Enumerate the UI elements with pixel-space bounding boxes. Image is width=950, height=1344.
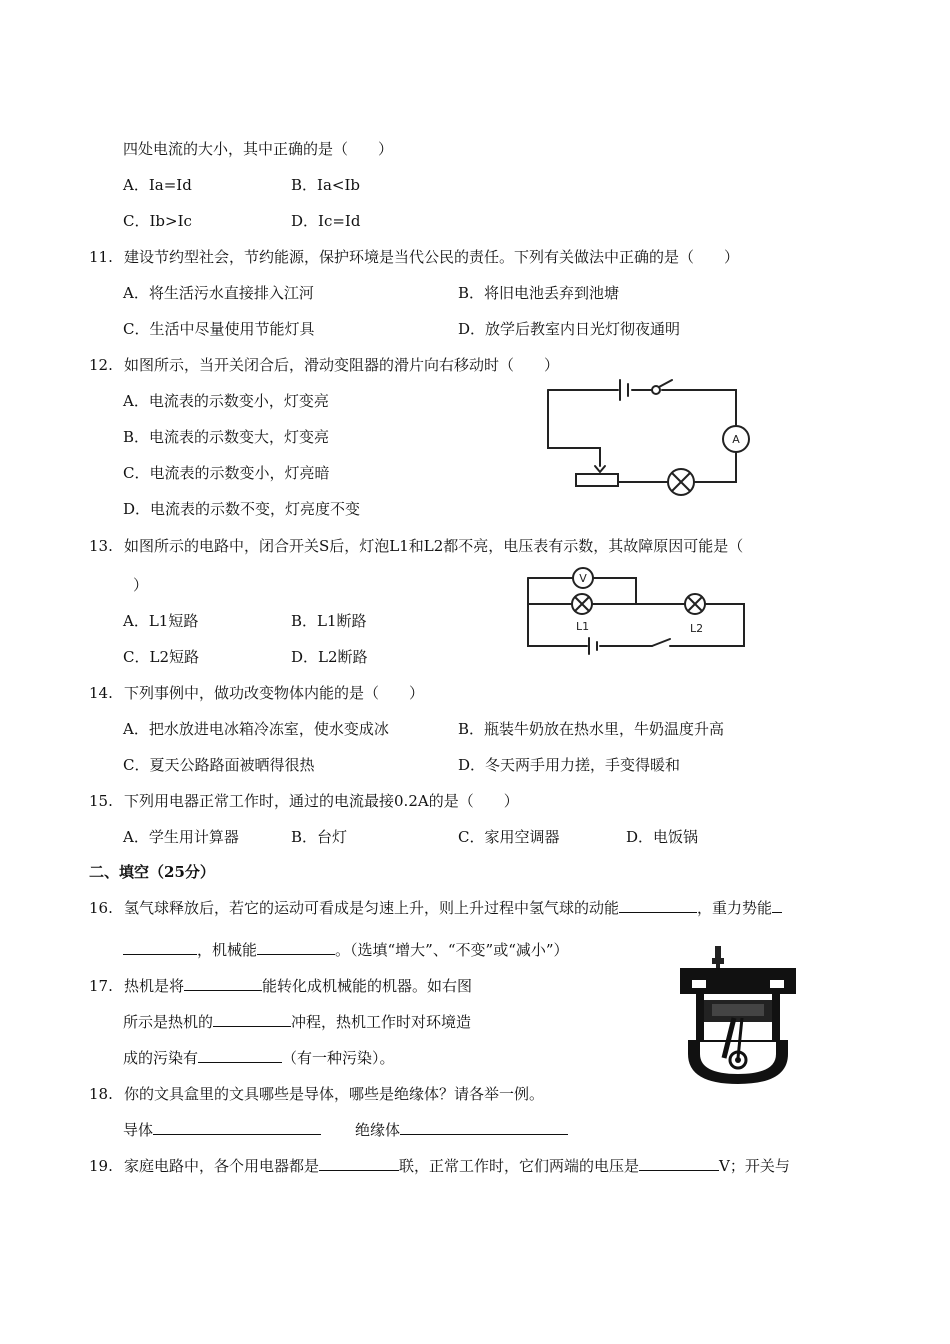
q12-option-b: B．电流表的示数变大，灯变亮 [123, 428, 330, 446]
q10-option-a: A．Ia=Id [123, 176, 192, 194]
lamp-l2-icon [685, 594, 705, 635]
lamp-l1-icon [572, 594, 592, 633]
q18-number: 18. [89, 1085, 113, 1103]
q12-circuit-wires [548, 390, 736, 482]
q16-blank-potential[interactable] [123, 940, 197, 955]
q17-line-3 [123, 1048, 395, 1068]
q17-blank-stroke[interactable] [213, 1012, 291, 1027]
q17-text-2: 能转化成机械能的机器。如右图 [262, 977, 473, 995]
switch-icon [652, 380, 672, 394]
q19-text-1: 家庭电路中，各个用电器都是 [124, 1157, 320, 1175]
q16-blank-mechanical[interactable] [257, 940, 335, 955]
q15-stem: 下列用电器正常工作时，通过的电流最接0.2A的是（ ） [124, 792, 519, 810]
q14-number: 14. [89, 684, 113, 702]
q18-answer-line [123, 1120, 568, 1140]
q16-blank-kinetic[interactable] [619, 898, 697, 913]
ammeter-icon [723, 426, 749, 452]
q13-circuit-diagram [522, 566, 752, 656]
engine-diagram [678, 944, 798, 1086]
q11-option-d: D．放学后教室内日光灯彻夜通明 [458, 320, 681, 338]
q18-blank-insulator[interactable] [400, 1120, 568, 1135]
q15-option-b: B．台灯 [291, 828, 348, 846]
q14-stem: 下列事例中，做功改变物体内能的是（ ） [124, 684, 425, 702]
q11-option-b: B．将旧电池丢弃到池塘 [458, 284, 620, 302]
q13-option-b: B．L1断路 [291, 612, 367, 630]
q11-number: 11. [89, 248, 113, 266]
q18-blank-conductor[interactable] [153, 1120, 321, 1135]
q12-option-d: D．电流表的示数不变，灯亮度不变 [123, 500, 361, 518]
cylinder-head [680, 968, 796, 994]
q17-text-6: （有一种污染）。 [282, 1049, 395, 1067]
q17-blank-pollution[interactable] [198, 1048, 282, 1063]
q15-number: 15. [89, 792, 113, 810]
q19-line [124, 1156, 790, 1176]
battery-icon [620, 380, 628, 400]
ammeter-label: A [732, 433, 740, 446]
q16-line-1 [124, 898, 782, 918]
q17-text-4: 冲程，热机工作时对环境造 [291, 1013, 472, 1031]
q15-option-c: C．家用空调器 [458, 828, 560, 846]
section-2-title: 二、填空（25分） [89, 863, 215, 881]
q12-number: 12. [89, 356, 113, 374]
q17-line-2 [123, 1012, 471, 1032]
cylinder-block [696, 994, 780, 1040]
q19-text-2: 联，正常工作时，它们两端的电压是 [399, 1157, 640, 1175]
voltmeter-icon [573, 568, 593, 588]
q12-option-a: A．电流表的示数变小，灯变亮 [123, 392, 329, 410]
q17-blank-energy[interactable] [184, 976, 262, 991]
q10-stem-continued: 四处电流的大小，其中正确的是（ ） [123, 140, 394, 158]
q12-option-c: C．电流表的示数变小，灯亮暗 [123, 464, 330, 482]
q19-number: 19. [89, 1157, 113, 1175]
q17-number: 17. [89, 977, 113, 995]
q13-number: 13. [89, 537, 113, 555]
q16-blank-potential-start[interactable] [772, 898, 782, 913]
q18-stem: 你的文具盒里的文具哪些是导体，哪些是绝缘体？请各举一例。 [124, 1085, 545, 1103]
lamp-l2-label: L2 [690, 622, 704, 635]
q17-text-5: 成的污染有 [123, 1049, 199, 1067]
q10-option-b: B．Ia<Ib [291, 176, 360, 194]
q17-text-3: 所示是热机的 [123, 1013, 214, 1031]
q11-stem: 建设节约型社会，节约能源，保护环境是当代公民的责任。下列有关做法中正确的是（ ） [124, 248, 740, 266]
q13-stem: 如图所示的电路中，闭合开关S后，灯泡L1和L2都不亮，电压表有示数，其故障原因可能是（ [124, 537, 744, 555]
q16-text-3: ，机械能 [197, 941, 258, 959]
q11-option-a: A．将生活污水直接排入江河 [123, 284, 314, 302]
q14-option-c: C．夏天公路路面被晒得很热 [123, 756, 315, 774]
q13-option-d: D．L2断路 [291, 648, 368, 666]
q16-line-2 [123, 940, 569, 960]
q13-stem-continued: ） [133, 576, 149, 594]
q15-option-d: D．电饭锅 [626, 828, 699, 846]
lamp-l1-label: L1 [576, 620, 590, 633]
q12-stem: 如图所示，当开关闭合后，滑动变阻器的滑片向右移动时（ ） [124, 356, 560, 374]
q18-conductor-label: 导体 [123, 1121, 154, 1139]
lamp-icon [668, 469, 694, 495]
q13-option-c: C．L2短路 [123, 648, 199, 666]
q12-circuit-diagram [540, 378, 760, 493]
q19-text-3: V；开关与 [719, 1157, 790, 1175]
q17-line-1 [124, 976, 472, 996]
q15-option-a: A．学生用计算器 [123, 828, 239, 846]
q16-text-4: 。（选填“增大”、“不变”或“减小”） [335, 941, 569, 959]
q19-blank-connection[interactable] [319, 1156, 399, 1171]
voltmeter-label: V [579, 572, 587, 585]
q11-option-c: C．生活中尽量使用节能灯具 [123, 320, 315, 338]
spark-plug-icon [712, 946, 724, 970]
switch-icon [652, 639, 670, 646]
q10-option-c: C．Ib>Ic [123, 212, 192, 230]
q13-circuit-wires [528, 578, 744, 646]
q14-option-d: D．冬天两手用力搓，手变得暖和 [458, 756, 681, 774]
q19-blank-voltage[interactable] [639, 1156, 719, 1171]
q17-text-1: 热机是将 [124, 977, 185, 995]
rheostat-icon [576, 466, 618, 486]
q14-option-b: B．瓶装牛奶放在热水里，牛奶温度升高 [458, 720, 725, 738]
q10-option-d: D．Ic=Id [291, 212, 361, 230]
q14-option-a: A．把水放进电冰箱冷冻室，使水变成冰 [123, 720, 389, 738]
q16-number: 16. [89, 899, 113, 917]
q16-text-1: 氢气球释放后，若它的运动可看成是匀速上升，则上升过程中氢气球的动能 [124, 899, 620, 917]
q18-insulator-label: 绝缘体 [355, 1121, 401, 1139]
q13-option-a: A．L1短路 [123, 612, 199, 630]
battery-icon [589, 638, 597, 654]
q16-text-2: ，重力势能 [697, 899, 773, 917]
